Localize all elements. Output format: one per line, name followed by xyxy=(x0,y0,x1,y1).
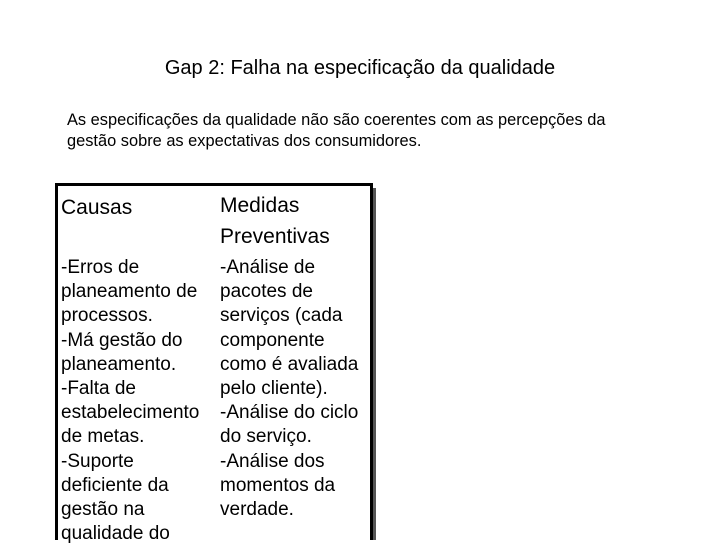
medidas-line: pelo cliente). xyxy=(220,378,328,400)
medidas-line: componente xyxy=(220,329,325,351)
medidas-line: do serviço. xyxy=(220,426,312,448)
causas-line: -Má gestão do xyxy=(61,329,183,351)
medidas-line: -Análise de xyxy=(220,257,316,278)
medidas-line: como é avaliada xyxy=(220,353,359,375)
causas-line: de metas. xyxy=(61,426,145,448)
header-medidas-preventivas xyxy=(220,190,330,252)
medidas-line: -Análise dos xyxy=(220,450,325,472)
intro-line: gestão sobre as expectativas dos consumidores. xyxy=(67,132,422,150)
causas-line: qualidade do xyxy=(61,523,170,545)
causas-line: planeamento. xyxy=(61,353,177,375)
causas-line: estabelecimento xyxy=(61,402,200,424)
causas-line: -Suporte xyxy=(61,450,134,472)
medidas-line: serviços (cada xyxy=(220,305,343,327)
causas-line: -Erros de xyxy=(61,257,140,278)
header-line: Causas xyxy=(61,196,133,219)
table-right-shadow xyxy=(373,188,376,540)
header-line: Preventivas xyxy=(220,225,330,248)
medidas-line: verdade. xyxy=(220,499,294,521)
medidas-line: momentos da xyxy=(220,474,336,496)
intro-line: As especificações da qualidade não são coerentes com as percepções da xyxy=(67,111,606,129)
causas-line: -Falta de xyxy=(61,378,136,400)
causas-cell xyxy=(61,256,199,546)
medidas-line: -Análise do ciclo xyxy=(220,402,359,424)
causas-line: planeamento de xyxy=(61,281,198,303)
medidas-cell xyxy=(220,256,358,522)
intro-paragraph xyxy=(67,110,692,152)
table-left-border xyxy=(55,183,58,540)
header-line: Medidas xyxy=(220,194,300,217)
causas-line: deficiente da xyxy=(61,474,169,496)
causas-line: gestão na xyxy=(61,499,145,521)
table-top-border xyxy=(55,183,373,186)
slide-title: Gap 2: Falha na especificação da qualidade xyxy=(164,57,556,79)
causas-line: processos. xyxy=(61,305,153,327)
medidas-line: pacotes de xyxy=(220,281,313,303)
header-causas xyxy=(61,192,132,223)
